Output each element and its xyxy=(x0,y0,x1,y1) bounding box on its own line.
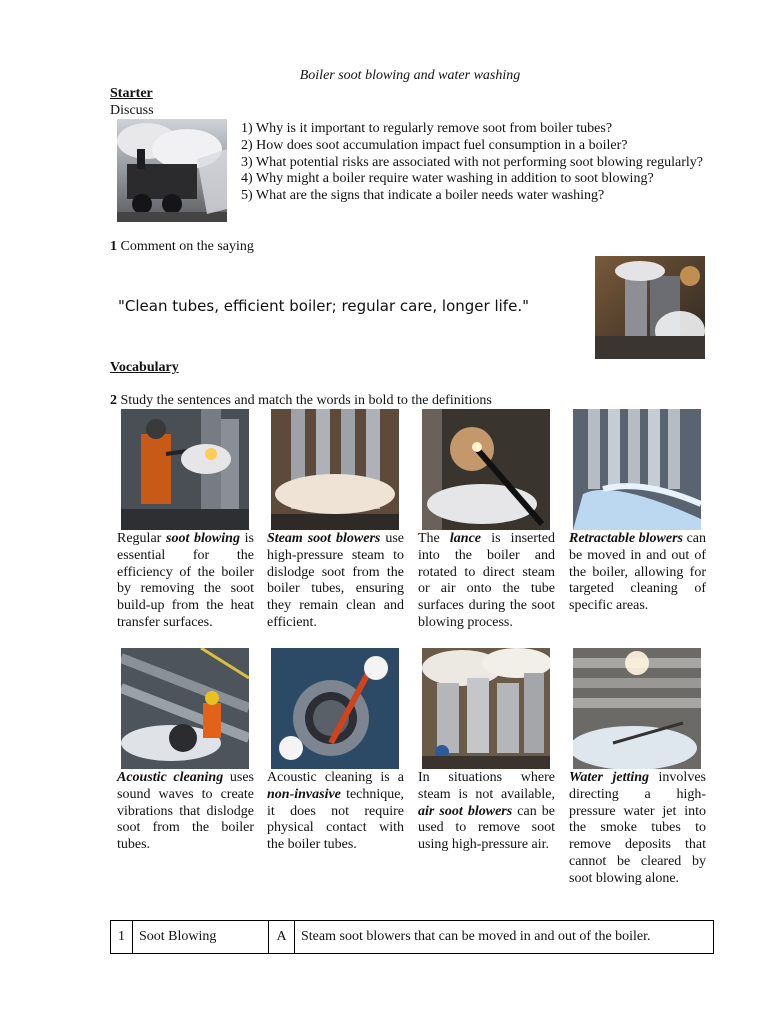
question-3: 3) What potential risks are associated with not performing soot blowing regularly? xyxy=(241,154,704,170)
vocab-term-acoustic-cleaning: Acoustic cleaning xyxy=(117,770,224,785)
vocab-term-soot-blowing: soot blowing xyxy=(166,531,240,546)
q1-number: 1 xyxy=(110,239,117,254)
vocab-cell-7 xyxy=(418,770,555,854)
vocab-cell-8-post: involves directing a high-pressure water jet into the smoke tubes to remove deposits that cannot be cleared by soot blowing alone. xyxy=(569,770,706,886)
question-2: 2) How does soot accumulation impact fuel consumption in a boiler? xyxy=(241,137,628,153)
soot-blowing-worker-image xyxy=(121,409,249,530)
q2-instruction xyxy=(110,393,492,409)
question-4: 4) Why might a boiler require water washing in addition to soot blowing? xyxy=(241,171,654,187)
vocab-cell-4 xyxy=(569,531,706,615)
vocab-cell-1-pre: Regular xyxy=(117,531,167,546)
vocab-cell-6-pre: Acoustic cleaning is a xyxy=(267,770,404,785)
retractable-blowers-image xyxy=(573,409,701,530)
steam-soot-blowers-image xyxy=(271,409,399,530)
vocab-cell-1 xyxy=(117,531,254,632)
vocab-term-steam-soot-blowers: Steam soot blowers xyxy=(267,531,381,546)
discussion-questions xyxy=(241,121,711,205)
vocab-cell-6 xyxy=(267,770,404,854)
row-definition: Steam soot blowers that can be moved in and out of the boiler. xyxy=(295,921,714,954)
starter-heading: Starter xyxy=(110,86,153,101)
table-row xyxy=(111,921,714,954)
discuss-label: Discuss xyxy=(110,103,154,118)
non-invasive-brush-image xyxy=(271,648,399,769)
vocab-cell-7-pre: In situations where steam is not available, xyxy=(418,770,555,802)
vocab-term-lance: lance xyxy=(449,531,482,546)
vocab-cell-5 xyxy=(117,770,254,854)
lance-image xyxy=(422,409,550,530)
vocab-term-retractable-blowers: Retractable blowers xyxy=(569,531,683,546)
q1-instruction xyxy=(110,239,254,255)
matching-table xyxy=(110,920,714,954)
row-number: 1 xyxy=(111,921,133,954)
vocab-cell-2 xyxy=(267,531,404,632)
vocab-cell-3 xyxy=(418,531,555,632)
vocab-term-air-soot-blowers: air soot blowers xyxy=(418,803,513,819)
vocab-term-non-invasive: non-invasive xyxy=(267,786,341,802)
q2-number: 2 xyxy=(110,393,117,408)
vocab-cell-7-post: can be used to remove soot using high-pressure air. xyxy=(418,803,555,853)
starter-locomotive-image xyxy=(117,119,227,222)
vocab-cell-4-post: can be moved in and out of the boiler, allowing for targeted cleaning of specific areas. xyxy=(569,531,706,614)
vocab-cell-3-post: is inserted into the boiler and rotated to direct steam or air onto the tube surfaces during the soot blowing process. xyxy=(418,531,555,630)
vocab-cell-1-post: is essential for the efficiency of the boiler by removing the soot build-up from the heat transfer surfaces. xyxy=(117,531,254,630)
vocabulary-heading: Vocabulary xyxy=(110,360,179,375)
q2-instruction-text: Study the sentences and match the words in bold to the definitions xyxy=(120,393,492,408)
vocab-cell-6-post: technique, it does not require physical contact with the boiler tubes. xyxy=(267,786,404,853)
document-title: Boiler soot blowing and water washing xyxy=(299,68,521,83)
row-term: Soot Blowing xyxy=(133,921,269,954)
question-5: 5) What are the signs that indicate a boiler needs water washing? xyxy=(241,188,605,204)
vocab-cell-5-post: uses sound waves to create vibrations that dislodge soot from the boiler tubes. xyxy=(117,770,254,853)
air-soot-blowers-image xyxy=(422,648,550,769)
vocab-cell-3-pre: The xyxy=(418,531,450,546)
vocab-term-water-jetting: Water jetting xyxy=(569,770,650,785)
vocab-cell-2-post: use high-pressure steam to dislodge soot from the boiler tubes, ensuring they remain clean and efficient. xyxy=(267,531,404,630)
question-1: 1) Why is it important to regularly remove soot from boiler tubes? xyxy=(241,121,613,136)
vocab-cell-8 xyxy=(569,770,706,888)
q1-instruction-text: Comment on the saying xyxy=(120,239,254,254)
water-jetting-image xyxy=(573,648,701,769)
saying-quote: "Clean tubes, efficient boiler; regular care, longer life." xyxy=(118,297,529,315)
acoustic-cleaning-image xyxy=(121,648,249,769)
row-letter: A xyxy=(269,921,295,954)
boiler-plant-image xyxy=(595,256,705,359)
